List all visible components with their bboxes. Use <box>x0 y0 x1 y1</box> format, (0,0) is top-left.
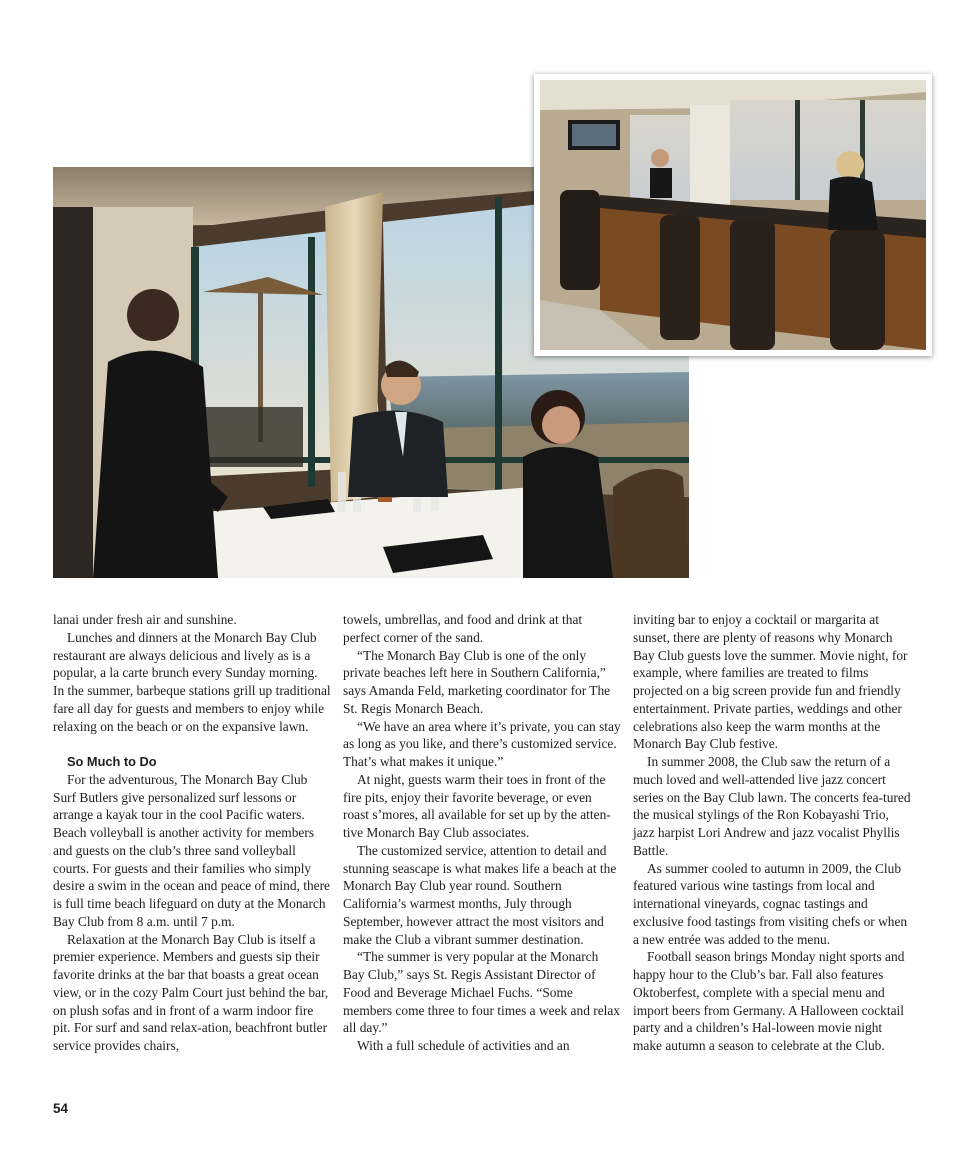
body-paragraph: towels, umbrellas, and food and drink at that perfect corner of the sand. <box>343 612 583 645</box>
body-paragraph: “The summer is very popular at the Monarch Bay Club,” says St. Regis Assistant Director of Food and Beverage Michael Fuchs. “Some members come three to four times a week and relax all day.” <box>343 949 620 1036</box>
body-paragraph: inviting bar to enjoy a cocktail or margarita at sunset, there are plenty of reasons why Monarch Bay Club guests love the summer. Movie night, for example, where families are treated to films projected on a big screen provide fun and friendly entertainment. Private parties, weddings and other celebrations also keep the warm months at the Monarch Bay Club festive. <box>633 612 908 752</box>
page-number: 54 <box>53 1101 69 1116</box>
body-paragraph: Relaxation at the Monarch Bay Club is itself a premier experience. Members and guests sip their favorite drinks at the bar that boasts a great ocean view, or in the cozy Palm Court just behind the bar, on plush sofas and in front of a warm indoor fire pit. For surf and sand relax-ation, beachfront butler service provides chairs, <box>53 931 329 1053</box>
bar-photo-illustration <box>540 80 926 350</box>
body-paragraph: At night, guests warm their toes in front of the fire pits, enjoy their favorite beverage, or even roast s’mores, all available for set up by the atten-tive Monarch Bay Club associates. <box>343 771 611 840</box>
text-column-3 <box>633 611 911 1055</box>
paragraph-spacer <box>53 735 331 753</box>
bar-photo <box>540 80 926 350</box>
body-paragraph: The customized service, attention to detail and stunning seascape is what makes life a beach at the Monarch Bay Club year round. Southern California’s warmest months, July through September, however attract the most visitors and make the Club a vibrant summer destination. <box>343 842 617 947</box>
body-paragraph: Lunches and dinners at the Monarch Bay Club restaurant are always delicious and lively as is a popular, a la carte brunch every Sunday morning. In the summer, barbeque stations grill up traditional fare all day for guests and members to enjoy while relaxing on the beach or on the expansive lawn. <box>53 629 331 734</box>
body-paragraph: As summer cooled to autumn in 2009, the Club featured various wine tastings from local and international vineyards, cognac tastings and exclusive food tastings from visiting chefs or when a new entrée was added to the menu. <box>633 860 908 947</box>
body-paragraph: Football season brings Monday night sports and happy hour to the Club’s bar. Fall also features Oktoberfest, complete with a special menu and import beers from Germany. A Halloween cocktail party and a children’s Hal-loween movie night make autumn a season to celebrate at the Club. <box>633 949 905 1053</box>
body-paragraph: lanai under fresh air and sunshine. <box>53 612 237 627</box>
text-column-2 <box>343 611 621 1055</box>
text-column-1 <box>53 611 331 1055</box>
inset-photo-frame <box>534 74 932 356</box>
section-heading: So Much to Do <box>67 754 157 769</box>
body-paragraph: “The Monarch Bay Club is one of the only private beaches left here in Southern California,” says Amanda Feld, marketing coordinator for The St. Regis Monarch Beach. <box>343 647 611 716</box>
body-paragraph: “We have an area where it’s private, you can stay as long as you like, and there’s customized service. That’s what makes it unique.” <box>343 718 621 769</box>
body-paragraph: With a full schedule of activities and an <box>357 1038 570 1053</box>
body-paragraph: In summer 2008, the Club saw the return of a much loved and well-attended live jazz concert series on the Bay Club lawn. The concerts fea-tured the musical stylings of the Ron Kobayashi Trio, jazz harpist Lori Andrew and jazz vocalist Phyllis Battle. <box>633 754 911 858</box>
body-paragraph: For the adventurous, The Monarch Bay Club Surf Butlers give personalized surf lessons or arrange a kayak tour in the cool Pacific waters. Beach volleyball is another activity for members and guests on the club’s three sand volleyball courts. For guests and their families who simply desire a swim in the ocean and peace of mind, there is full time beach lifeguard on duty at the Monarch Bay Club from 8 a.m. until 7 p.m. <box>53 771 330 929</box>
